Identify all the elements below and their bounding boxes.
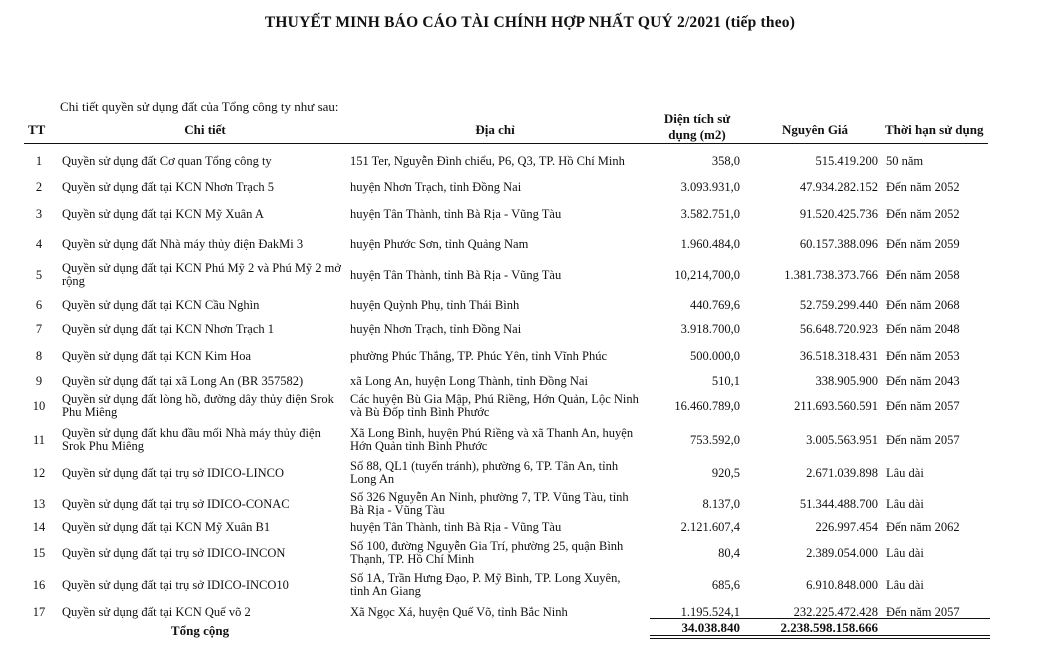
row-detail: Quyền sử dụng đất Nhà máy thủy điện ĐakMi 3: [62, 236, 304, 251]
table-row: [0, 368, 1060, 394]
header-term: Thời hạn sử dụng: [885, 122, 984, 137]
row-value: 51.344.488.700: [799, 496, 878, 511]
row-value: 3.005.563.951: [806, 432, 878, 447]
row-term: Lâu dài: [886, 545, 924, 560]
row-detail: Quyền sử dụng đất tại KCN Nhơn Trạch 5: [62, 179, 274, 194]
row-address: Các huyện Bù Gia Mập, Phú Riềng, Hớn Quản, Lộc Ninh và Bù Đốp tỉnh Bình Phước: [350, 392, 639, 419]
row-tt: 10: [32, 398, 46, 413]
header-detail: Chi tiết: [184, 122, 226, 137]
row-detail: Quyền sử dụng đất lòng hồ, đường dây thủy điện Srok Phu Miêng: [62, 392, 334, 419]
row-term: Đến năm 2068: [886, 297, 960, 312]
row-address: huyện Tân Thành, tỉnh Bà Rịa - Vũng Tàu: [350, 206, 562, 221]
row-area: 8.137,0: [702, 496, 740, 511]
row-area: 1.195.524,1: [680, 604, 740, 619]
row-address: huyện Nhơn Trạch, tỉnh Đồng Nai: [350, 179, 522, 194]
row-detail: Quyền sử dụng đất tại trụ sở IDICO-CONAC: [62, 496, 290, 511]
row-detail: Quyền sử dụng đất tại KCN Mỹ Xuân A: [62, 206, 264, 221]
row-value: 232.225.472.428: [793, 604, 878, 619]
table-row: [0, 231, 1060, 257]
row-area: 920,5: [711, 465, 740, 480]
row-area: 2.121.607,4: [680, 519, 740, 534]
row-area: 440.769,6: [690, 297, 740, 312]
row-tt: 1: [35, 153, 43, 168]
row-address: xã Long An, huyện Long Thành, tỉnh Đồng Nai: [350, 373, 588, 388]
row-area: 16.460.789,0: [674, 398, 740, 413]
row-address: Số 326 Nguyễn An Ninh, phường 7, TP. Vũng Tàu, tỉnh Bà Rịa - Vũng Tàu: [350, 490, 629, 517]
row-tt: 3: [35, 206, 43, 221]
table-row: [0, 599, 1060, 625]
row-value: 47.934.282.152: [799, 179, 878, 194]
row-term: Đến năm 2052: [886, 179, 960, 194]
row-detail: Quyền sử dụng đất tại trụ sở IDICO-INCON: [62, 545, 286, 560]
row-detail: Quyền sử dụng đất tại KCN Nhơn Trạch 1: [62, 321, 274, 336]
row-address: Xã Ngọc Xá, huyện Quế Võ, tỉnh Bắc Ninh: [350, 604, 568, 619]
row-address: huyện Quỳnh Phụ, tỉnh Thái Bình: [350, 297, 520, 312]
row-detail: Quyền sử dụng đất tại trụ sở IDICO-LINCO: [62, 465, 285, 480]
row-value: 226.997.454: [815, 519, 878, 534]
row-value: 211.693.560.591: [794, 398, 878, 413]
row-tt: 16: [32, 577, 46, 592]
header-area-line1: Diện tích sử: [663, 111, 731, 126]
table-row: [0, 174, 1060, 200]
table-row: [0, 201, 1060, 227]
row-term: Đến năm 2062: [886, 519, 960, 534]
row-area: 500.000,0: [690, 348, 740, 363]
row-address: huyện Tân Thành, tỉnh Bà Rịa - Vũng Tàu: [350, 267, 562, 282]
row-address: huyện Phước Sơn, tỉnh Quảng Nam: [350, 236, 529, 251]
row-detail: Quyền sử dụng đất tại KCN Kim Hoa: [62, 348, 252, 363]
row-tt: 13: [32, 496, 46, 511]
row-tt: 11: [32, 432, 46, 447]
row-detail: Quyền sử dụng đất tại KCN Mỹ Xuân B1: [62, 519, 271, 534]
row-detail: Quyền sử dụng đất tại KCN Phú Mỹ 2 và Phú Mỹ 2 mở rộng: [62, 261, 342, 288]
row-address: Số 88, QL1 (tuyến tránh), phường 6, TP. Tân An, tỉnh Long An: [350, 459, 619, 486]
row-term: Lâu dài: [886, 577, 924, 592]
row-detail: Quyền sử dụng đất Cơ quan Tổng công ty: [62, 153, 272, 168]
row-tt: 17: [32, 604, 46, 619]
total-bottom-line-2: [650, 638, 990, 639]
table-row: [0, 148, 1060, 174]
row-area: 1.960.484,0: [680, 236, 740, 251]
table-row: [0, 572, 1060, 598]
row-tt: 7: [35, 321, 43, 336]
row-address: Xã Long Bình, huyện Phú Riềng và xã Thanh An, huyện Hớn Quản tỉnh Bình Phước: [350, 426, 634, 453]
row-term: Đến năm 2058: [886, 267, 960, 282]
row-area: 753.592,0: [690, 432, 740, 447]
total-top-line: [650, 618, 990, 619]
row-detail: Quyền sử dụng đất tại KCN Quế võ 2: [62, 604, 251, 619]
row-value: 91.520.425.736: [799, 206, 878, 221]
row-term: Lâu dài: [886, 465, 924, 480]
header-divider: [24, 143, 988, 144]
header-address: Địa chỉ: [475, 122, 515, 137]
total-label: Tổng cộng: [170, 623, 230, 638]
row-value: 6.910.848.000: [806, 577, 878, 592]
row-detail: Quyền sử dụng đất khu đầu mối Nhà máy thủy điện Srok Phu Miêng: [62, 426, 321, 453]
row-value: 2.389.054.000: [806, 545, 878, 560]
page-title: THUYẾT MINH BÁO CÁO TÀI CHÍNH HỢP NHẤT QUÝ 2/2021 (tiếp theo): [264, 14, 796, 31]
row-detail: Quyền sử dụng đất tại trụ sở IDICO-INCO10: [62, 577, 289, 592]
row-detail: Quyền sử dụng đất tại xã Long An (BR 357582): [62, 373, 304, 388]
row-detail: Quyền sử dụng đất tại KCN Cầu Nghìn: [62, 297, 260, 312]
row-value: 2.671.039.898: [806, 465, 878, 480]
row-area: 80,4: [718, 545, 740, 560]
row-area: 3.582.751,0: [680, 206, 740, 221]
total-area: 34.038.840: [681, 620, 740, 635]
total-bottom-line-1: [650, 635, 990, 636]
row-tt: 5: [35, 267, 43, 282]
table-row: [0, 316, 1060, 342]
table-row: [0, 427, 1060, 453]
table-row: [0, 460, 1060, 486]
row-value: 52.759.299.440: [799, 297, 878, 312]
row-address: huyện Tân Thành, tỉnh Bà Rịa - Vũng Tàu: [350, 519, 562, 534]
table-row: [0, 343, 1060, 369]
row-area: 10,214,700,0: [674, 267, 740, 282]
row-tt: 9: [35, 373, 43, 388]
row-address: phường Phúc Thắng, TP. Phúc Yên, tỉnh Vĩnh Phúc: [350, 348, 608, 363]
row-value: 36.518.318.431: [799, 348, 878, 363]
header-tt: TT: [28, 122, 46, 137]
header-value: Nguyên Giá: [781, 122, 849, 137]
row-tt: 4: [35, 236, 43, 251]
row-term: Đến năm 2057: [886, 398, 960, 413]
table-caption: Chi tiết quyền sử dụng đất của Tổng công ty như sau:: [60, 99, 339, 114]
row-area: 510,1: [711, 373, 740, 388]
row-tt: 8: [35, 348, 43, 363]
row-value: 515.419.200: [815, 153, 878, 168]
row-address: Số 100, đường Nguyễn Gia Trí, phường 25, quận Bình Thạnh, TP. Hồ Chí Minh: [350, 539, 624, 566]
row-tt: 6: [35, 297, 43, 312]
row-address: 151 Ter, Nguyễn Đình chiểu, P6, Q3, TP. Hồ Chí Minh: [350, 153, 625, 168]
row-tt: 2: [35, 179, 43, 194]
row-value: 56.648.720.923: [799, 321, 878, 336]
row-term: Đến năm 2057: [886, 432, 960, 447]
row-area: 685,6: [711, 577, 740, 592]
row-tt: 12: [32, 465, 46, 480]
row-tt: 15: [32, 545, 46, 560]
row-term: Đến năm 2048: [886, 321, 960, 336]
row-term: Lâu dài: [886, 496, 924, 511]
row-term: Đến năm 2059: [886, 236, 960, 251]
row-value: 338.905.900: [815, 373, 878, 388]
row-address: Số 1A, Trần Hưng Đạo, P. Mỹ Bình, TP. Long Xuyên, tỉnh An Giang: [350, 571, 621, 598]
row-term: Đến năm 2053: [886, 348, 960, 363]
row-address: huyện Nhơn Trạch, tỉnh Đồng Nai: [350, 321, 522, 336]
row-term: Đến năm 2052: [886, 206, 960, 221]
table-row: [0, 292, 1060, 318]
row-tt: 14: [32, 519, 46, 534]
header-area-line2: dụng (m2): [668, 127, 726, 142]
table-row: [0, 540, 1060, 566]
row-area: 3.918.700,0: [680, 321, 740, 336]
row-term: 50 năm: [886, 153, 924, 168]
row-value: 1.381.738.373.766: [784, 267, 878, 282]
table-row: [0, 393, 1060, 419]
row-term: Đến năm 2057: [886, 604, 960, 619]
table-row: [0, 514, 1060, 540]
total-value: 2.238.598.158.666: [780, 620, 878, 635]
row-value: 60.157.388.096: [799, 236, 878, 251]
row-area: 3.093.931,0: [680, 179, 740, 194]
table-row: [0, 262, 1060, 288]
row-area: 358,0: [711, 153, 740, 168]
row-term: Đến năm 2043: [886, 373, 960, 388]
